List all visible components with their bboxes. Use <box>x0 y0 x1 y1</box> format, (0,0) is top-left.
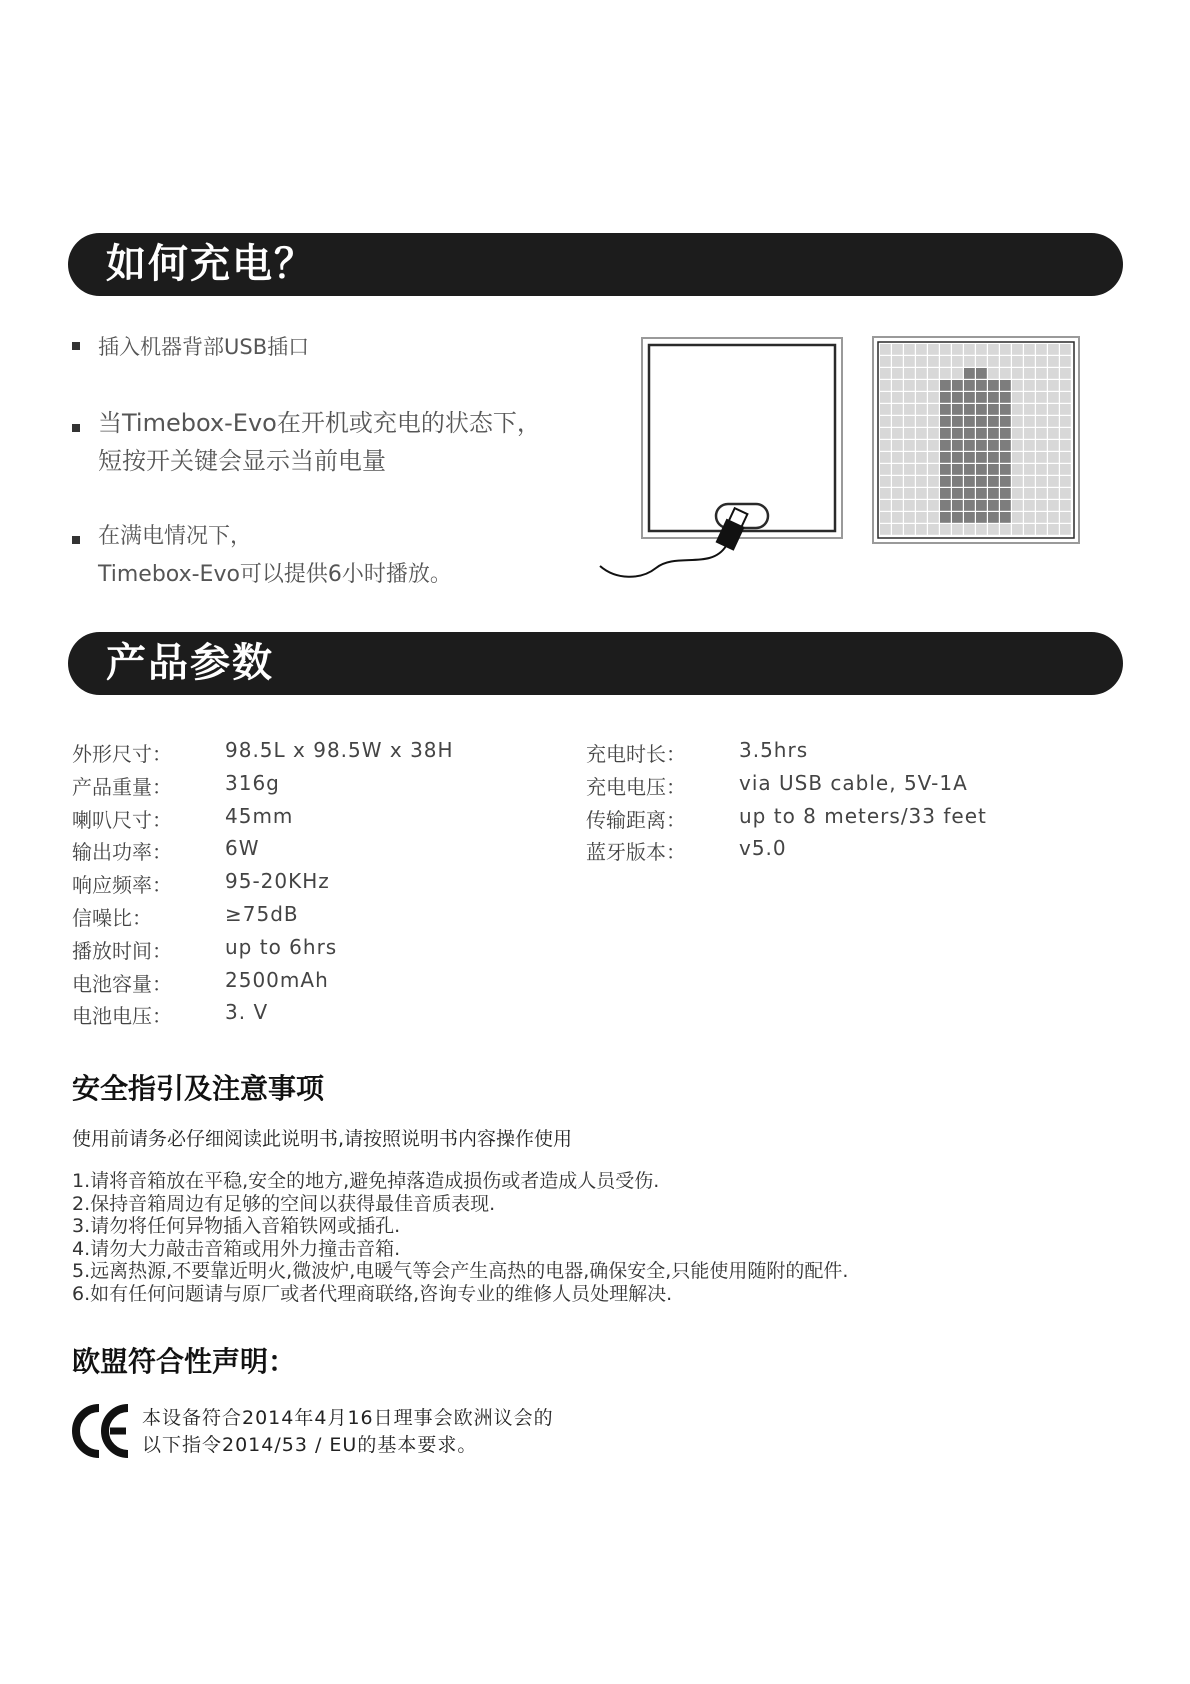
list-item: 1.请将音箱放在平稳,安全的地方,避免掉落造成损伤或者造成人员受伤. <box>72 1170 660 1192</box>
pixel-cell <box>892 416 903 427</box>
pixel-cell <box>976 476 987 487</box>
pixel-cell <box>892 512 903 523</box>
pixel-cell <box>940 428 951 439</box>
pixel-cell <box>1048 488 1059 499</box>
spec-row: 播放时间： up to 6hrs <box>72 934 338 963</box>
pixel-cell <box>1048 404 1059 415</box>
pixel-cell <box>952 464 963 475</box>
battery-level-illustration <box>872 336 1080 544</box>
pixel-cell <box>952 476 963 487</box>
spec-row: 蓝牙版本： v5.0 <box>586 836 787 865</box>
safety-title: 安全指引及注意事项 <box>72 1072 325 1105</box>
pixel-cell <box>1036 404 1047 415</box>
pixel-cell <box>988 368 999 379</box>
spec-row: 传输距离： up to 8 meters/33 feet <box>586 803 987 832</box>
pixel-cell <box>988 488 999 499</box>
pixel-cell <box>952 356 963 367</box>
pixel-cell <box>1036 488 1047 499</box>
eu-line: 以下指令2014/53 / EU的基本要求。 <box>142 1434 478 1456</box>
pixel-cell <box>1012 524 1023 535</box>
pixel-cell <box>892 440 903 451</box>
pixel-cell <box>940 380 951 391</box>
pixel-cell <box>976 392 987 403</box>
pixel-cell <box>1012 404 1023 415</box>
pixel-cell <box>1000 488 1011 499</box>
pixel-cell <box>988 380 999 391</box>
pixel-cell <box>1012 380 1023 391</box>
pixel-cell <box>952 404 963 415</box>
pixel-cell <box>1036 392 1047 403</box>
pixel-cell <box>1024 344 1035 355</box>
pixel-cell <box>1012 344 1023 355</box>
bullet-square-icon <box>72 424 80 432</box>
pixel-cell <box>988 464 999 475</box>
pixel-cell <box>1036 368 1047 379</box>
pixel-cell <box>1036 416 1047 427</box>
pixel-cell <box>880 524 891 535</box>
pixel-cell <box>928 464 939 475</box>
pixel-cell <box>940 488 951 499</box>
bullet-line: 当Timebox-Evo在开机或充电的状态下， <box>98 409 541 437</box>
pixel-cell <box>892 368 903 379</box>
charging-banner <box>68 233 1123 296</box>
pixel-cell <box>964 524 975 535</box>
pixel-cell <box>1024 380 1035 391</box>
pixel-cell <box>1024 476 1035 487</box>
pixel-cell <box>952 380 963 391</box>
list-item: 4.请勿大力敲击音箱或用外力撞击音箱. <box>72 1237 401 1260</box>
bullet-square-icon <box>72 342 80 350</box>
pixel-cell <box>1060 476 1071 487</box>
pixel-cell <box>892 488 903 499</box>
pixel-cell <box>940 416 951 427</box>
pixel-cell <box>1048 356 1059 367</box>
pixel-cell <box>880 368 891 379</box>
pixel-cell <box>952 500 963 511</box>
pixel-cell <box>904 488 915 499</box>
pixel-cell <box>1012 512 1023 523</box>
pixel-cell <box>880 512 891 523</box>
pixel-cell <box>880 344 891 355</box>
pixel-cell <box>880 488 891 499</box>
pixel-cell <box>1060 416 1071 427</box>
pixel-cell <box>892 476 903 487</box>
pixel-cell <box>1048 476 1059 487</box>
pixel-cell <box>940 524 951 535</box>
pixel-cell <box>1024 440 1035 451</box>
pixel-cell <box>988 428 999 439</box>
pixel-cell <box>988 476 999 487</box>
specs-title: 产品参数 <box>106 640 274 686</box>
pixel-cell <box>928 524 939 535</box>
pixel-cell <box>892 344 903 355</box>
pixel-cell <box>880 404 891 415</box>
pixel-cell <box>1048 428 1059 439</box>
pixel-cell <box>976 428 987 439</box>
pixel-cell <box>964 500 975 511</box>
pixel-cell <box>880 392 891 403</box>
speaker-charging-illustration <box>596 330 856 592</box>
pixel-cell <box>964 380 975 391</box>
pixel-cell <box>952 524 963 535</box>
bullet-line: 短按开关键会显示当前电量 <box>98 447 386 475</box>
spec-row: 喇叭尺寸： 45mm <box>72 803 294 832</box>
pixel-cell <box>1000 452 1011 463</box>
pixel-cell <box>1060 500 1071 511</box>
pixel-cell <box>904 500 915 511</box>
pixel-cell <box>988 404 999 415</box>
pixel-cell <box>1000 500 1011 511</box>
pixel-cell <box>892 428 903 439</box>
pixel-cell <box>952 512 963 523</box>
pixel-cell <box>964 440 975 451</box>
pixel-cell <box>1000 512 1011 523</box>
pixel-cell <box>1012 476 1023 487</box>
pixel-cell <box>892 392 903 403</box>
pixel-cell <box>916 416 927 427</box>
pixel-cell <box>1000 476 1011 487</box>
pixel-cell <box>916 404 927 415</box>
pixel-cell <box>976 524 987 535</box>
pixel-cell <box>1048 368 1059 379</box>
pixel-cell <box>1048 416 1059 427</box>
specs-right-column <box>586 738 1106 869</box>
pixel-cell <box>1036 512 1047 523</box>
pixel-cell <box>904 440 915 451</box>
pixel-cell <box>988 392 999 403</box>
pixel-cell <box>976 344 987 355</box>
pixel-cell <box>988 524 999 535</box>
spec-row: 电池电压： 3. V <box>72 1000 269 1029</box>
pixel-cell <box>892 356 903 367</box>
pixel-cell <box>976 368 987 379</box>
pixel-cell <box>1012 392 1023 403</box>
pixel-cell <box>1036 524 1047 535</box>
pixel-cell <box>1024 404 1035 415</box>
pixel-cell <box>964 488 975 499</box>
pixel-cell <box>928 344 939 355</box>
pixel-cell <box>1060 452 1071 463</box>
pixel-cell <box>928 440 939 451</box>
pixel-cell <box>1024 488 1035 499</box>
spec-row: 充电电压： via USB cable, 5V-1A <box>586 770 968 799</box>
pixel-cell <box>880 452 891 463</box>
bullet-line: 插入机器背部USB插口 <box>98 335 310 359</box>
pixel-cell <box>1048 392 1059 403</box>
pixel-cell <box>1036 344 1047 355</box>
pixel-cell <box>916 428 927 439</box>
pixel-cell <box>940 500 951 511</box>
pixel-cell <box>976 464 987 475</box>
pixel-cell <box>1036 500 1047 511</box>
pixel-cell <box>1036 380 1047 391</box>
pixel-cell <box>880 464 891 475</box>
pixel-cell <box>916 452 927 463</box>
pixel-cell <box>916 500 927 511</box>
bullet-line: Timebox-Evo可以提供6小时播放。 <box>98 562 452 587</box>
pixel-cell <box>1036 428 1047 439</box>
pixel-cell <box>964 464 975 475</box>
pixel-cell <box>988 440 999 451</box>
pixel-cell <box>904 524 915 535</box>
pixel-cell <box>964 476 975 487</box>
spec-row: 响应频率： 95-20KHz <box>72 869 330 898</box>
pixel-cell <box>964 416 975 427</box>
charging-title: 如何充电？ <box>106 241 316 287</box>
pixel-cell <box>940 476 951 487</box>
pixel-cell <box>940 356 951 367</box>
pixel-cell <box>916 488 927 499</box>
pixel-cell <box>1024 464 1035 475</box>
pixel-cell <box>1000 380 1011 391</box>
pixel-cell <box>916 344 927 355</box>
pixel-cell <box>1024 500 1035 511</box>
list-item: 2.保持音箱周边有足够的空间以获得最佳音质表现. <box>72 1192 496 1215</box>
pixel-cell <box>1024 368 1035 379</box>
pixel-cell <box>904 512 915 523</box>
pixel-cell <box>1024 452 1035 463</box>
pixel-cell <box>952 392 963 403</box>
pixel-cell <box>928 476 939 487</box>
ce-mark-icon <box>72 1404 132 1458</box>
pixel-cell <box>1012 452 1023 463</box>
pixel-cell <box>1036 464 1047 475</box>
pixel-cell <box>892 464 903 475</box>
pixel-cell <box>904 356 915 367</box>
pixel-cell <box>1024 512 1035 523</box>
pixel-cell <box>1036 452 1047 463</box>
pixel-cell <box>1000 344 1011 355</box>
spec-row: 输出功率： 6W <box>72 836 260 865</box>
pixel-cell <box>916 476 927 487</box>
pixel-cell <box>1000 524 1011 535</box>
pixel-cell <box>940 440 951 451</box>
pixel-cell <box>904 464 915 475</box>
pixel-cell <box>940 368 951 379</box>
pixel-cell <box>1024 524 1035 535</box>
pixel-cell <box>1000 392 1011 403</box>
pixel-cell <box>988 512 999 523</box>
pixel-cell <box>964 452 975 463</box>
pixel-cell <box>892 380 903 391</box>
safety-intro: 使用前请务必仔细阅读此说明书,请按照说明书内容操作使用 <box>72 1128 573 1150</box>
pixel-cell <box>976 416 987 427</box>
pixel-cell <box>892 452 903 463</box>
pixel-cell <box>904 368 915 379</box>
pixel-cell <box>916 392 927 403</box>
pixel-cell <box>1048 512 1059 523</box>
pixel-cell <box>928 356 939 367</box>
pixel-cell <box>940 512 951 523</box>
pixel-cell <box>952 428 963 439</box>
pixel-cell <box>928 488 939 499</box>
safety-list <box>72 1170 848 1305</box>
pixel-cell <box>1000 404 1011 415</box>
list-item: 6.如有任何问题请与原厂或者代理商联络,咨询专业的维修人员处理解决. <box>72 1282 673 1305</box>
pixel-cell <box>904 380 915 391</box>
pixel-cell <box>880 500 891 511</box>
pixel-cell <box>940 464 951 475</box>
pixel-cell <box>916 356 927 367</box>
pixel-cell <box>1024 416 1035 427</box>
pixel-cell <box>928 392 939 403</box>
pixel-cell <box>1000 428 1011 439</box>
pixel-cell <box>916 380 927 391</box>
spec-row: 充电时长： 3.5hrs <box>586 738 809 766</box>
pixel-cell <box>940 452 951 463</box>
pixel-cell <box>1060 464 1071 475</box>
pixel-cell <box>988 344 999 355</box>
pixel-cell <box>928 416 939 427</box>
pixel-cell <box>976 500 987 511</box>
pixel-cell <box>904 416 915 427</box>
pixel-cell <box>964 392 975 403</box>
pixel-cell <box>880 428 891 439</box>
pixel-cell <box>1048 344 1059 355</box>
pixel-cell <box>1000 368 1011 379</box>
pixel-cell <box>916 512 927 523</box>
pixel-cell <box>928 368 939 379</box>
pixel-cell <box>1060 392 1071 403</box>
pixel-cell <box>1024 428 1035 439</box>
pixel-cell <box>1012 500 1023 511</box>
pixel-cell <box>952 452 963 463</box>
pixel-cell <box>916 440 927 451</box>
pixel-cell <box>952 344 963 355</box>
eu-title: 欧盟符合性声明： <box>72 1345 297 1378</box>
pixel-cell <box>1000 416 1011 427</box>
pixel-cell <box>1012 416 1023 427</box>
spec-row: 外形尺寸： 98.5L x 98.5W x 38H <box>72 738 454 766</box>
pixel-cell <box>1000 356 1011 367</box>
eu-statement <box>142 1405 554 1459</box>
pixel-cell <box>1060 488 1071 499</box>
pixel-cell <box>964 512 975 523</box>
pixel-cell <box>904 344 915 355</box>
pixel-cell <box>976 488 987 499</box>
specs-banner <box>68 632 1123 695</box>
pixel-cell <box>1060 440 1071 451</box>
pixel-cell <box>1024 356 1035 367</box>
pixel-cell <box>952 440 963 451</box>
pixel-cell <box>916 368 927 379</box>
pixel-cell <box>988 416 999 427</box>
bullet-line: 在满电情况下， <box>98 524 253 549</box>
pixel-cell <box>1036 476 1047 487</box>
pixel-cell <box>976 380 987 391</box>
pixel-cell <box>928 404 939 415</box>
pixel-cell <box>940 344 951 355</box>
pixel-cell <box>1036 440 1047 451</box>
list-item: 3.请勿将任何异物插入音箱铁网或插孔. <box>72 1215 401 1237</box>
pixel-cell <box>928 512 939 523</box>
pixel-cell <box>940 404 951 415</box>
pixel-cell <box>880 416 891 427</box>
pixel-cell <box>976 452 987 463</box>
pixel-cell <box>1012 464 1023 475</box>
pixel-cell <box>880 380 891 391</box>
pixel-cell <box>1000 464 1011 475</box>
pixel-cell <box>976 356 987 367</box>
pixel-cell <box>1060 368 1071 379</box>
pixel-cell <box>928 428 939 439</box>
pixel-cell <box>952 488 963 499</box>
pixel-cell <box>976 404 987 415</box>
pixel-cell <box>1060 344 1071 355</box>
pixel-cell <box>892 500 903 511</box>
pixel-cell <box>916 464 927 475</box>
pixel-cell <box>1048 524 1059 535</box>
pixel-cell <box>904 452 915 463</box>
pixel-cell <box>904 404 915 415</box>
pixel-cell <box>880 356 891 367</box>
pixel-cell <box>1048 452 1059 463</box>
list-item: 5.远离热源,不要靠近明火,微波炉,电暖气等会产生高热的电器,确保安全,只能使用随附的配件. <box>72 1260 849 1282</box>
pixel-cell <box>964 344 975 355</box>
pixel-cell <box>892 524 903 535</box>
pixel-cell <box>988 356 999 367</box>
pixel-cell <box>1012 356 1023 367</box>
pixel-cell <box>904 476 915 487</box>
pixel-cell <box>988 452 999 463</box>
pixel-cell <box>1024 392 1035 403</box>
pixel-cell <box>1012 428 1023 439</box>
pixel-cell <box>964 368 975 379</box>
pixel-cell <box>964 356 975 367</box>
pixel-cell <box>904 392 915 403</box>
pixel-cell <box>928 500 939 511</box>
pixel-cell <box>916 524 927 535</box>
pixel-cell <box>928 380 939 391</box>
eu-line: 本设备符合2014年4月16日理事会欧洲议会的 <box>142 1407 554 1429</box>
pixel-cell <box>1060 356 1071 367</box>
pixel-cell <box>988 500 999 511</box>
pixel-cell <box>952 368 963 379</box>
pixel-cell <box>892 404 903 415</box>
pixel-cell <box>976 512 987 523</box>
pixel-cell <box>1060 428 1071 439</box>
spec-row: 信噪比： ≥75dB <box>72 901 299 930</box>
pixel-cell <box>940 392 951 403</box>
pixel-cell <box>1048 440 1059 451</box>
pixel-cell <box>1048 380 1059 391</box>
pixel-cell <box>1060 404 1071 415</box>
pixel-cell <box>880 440 891 451</box>
bullet-square-icon <box>72 536 80 544</box>
pixel-cell <box>1012 440 1023 451</box>
pixel-cell <box>1048 500 1059 511</box>
pixel-cell <box>964 428 975 439</box>
pixel-cell <box>928 452 939 463</box>
pixel-cell <box>1060 512 1071 523</box>
pixel-cell <box>1012 368 1023 379</box>
pixel-cell <box>1060 380 1071 391</box>
pixel-cell <box>1060 524 1071 535</box>
pixel-cell <box>904 428 915 439</box>
pixel-cell <box>952 416 963 427</box>
pixel-cell <box>976 440 987 451</box>
pixel-cell <box>880 476 891 487</box>
pixel-cell <box>1000 440 1011 451</box>
specs-left-column <box>72 738 532 1033</box>
pixel-cell <box>964 404 975 415</box>
pixel-cell <box>1012 488 1023 499</box>
spec-row: 产品重量： 316g <box>72 770 280 799</box>
pixel-cell <box>1048 464 1059 475</box>
pixel-cell <box>1036 356 1047 367</box>
spec-row: 电池容量： 2500mAh <box>72 967 329 996</box>
